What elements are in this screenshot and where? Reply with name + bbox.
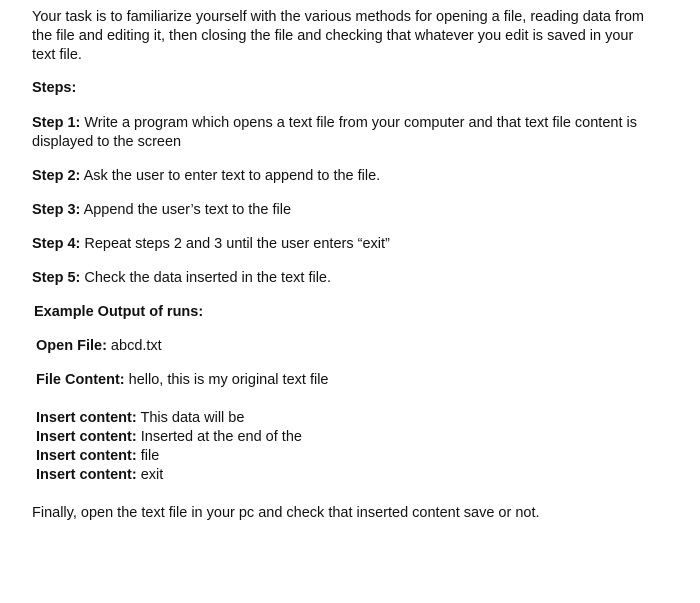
open-file-label: Open File: xyxy=(36,338,107,354)
step-text: Check the data inserted in the text file. xyxy=(80,270,332,286)
insert-value: exit xyxy=(136,467,164,483)
step-label: Step 1: xyxy=(32,115,81,131)
step-text: Write a program which opens a text file from your computer and that text file content is displayed to the screen xyxy=(32,115,637,150)
insert-line xyxy=(36,466,652,485)
insert-line xyxy=(36,409,652,428)
insert-label: Insert content: xyxy=(36,448,137,464)
insert-value: Inserted at the end of the xyxy=(136,429,302,445)
step-5 xyxy=(32,269,652,288)
step-label: Step 2: xyxy=(32,168,81,184)
step-label: Step 5: xyxy=(32,270,81,286)
step-text: Repeat steps 2 and 3 until the user enters “exit” xyxy=(80,236,390,252)
insert-value: file xyxy=(136,448,160,464)
open-file-line xyxy=(32,337,652,356)
insert-value: This data will be xyxy=(136,410,245,426)
step-label: Step 4: xyxy=(32,236,81,252)
insert-line xyxy=(36,428,652,447)
step-1 xyxy=(32,114,652,152)
step-2 xyxy=(32,167,652,186)
step-label: Step 3: xyxy=(32,202,81,218)
file-content-line xyxy=(32,371,652,390)
open-file-value: abcd.txt xyxy=(106,338,162,354)
file-content-value: hello, this is my original text file xyxy=(124,372,329,388)
step-text: Append the user’s text to the file xyxy=(80,202,292,218)
steps-heading: Steps: xyxy=(32,80,77,96)
insert-label: Insert content: xyxy=(36,467,137,483)
file-content-label: File Content: xyxy=(36,372,125,388)
closing-paragraph: Finally, open the text file in your pc and check that inserted content save or not. xyxy=(32,505,540,521)
step-4 xyxy=(32,235,652,254)
step-3 xyxy=(32,201,652,220)
insert-line xyxy=(36,447,652,466)
intro-paragraph: Your task is to familiarize yourself with the various methods for opening a file, reading data from the file and editing it, then closing the file and checking that whatever you edit is saved in your text file. xyxy=(32,9,644,63)
step-text: Ask the user to enter text to append to the file. xyxy=(80,168,381,184)
assignment-document xyxy=(32,8,652,523)
insert-label: Insert content: xyxy=(36,410,137,426)
insert-content-block xyxy=(32,409,652,485)
insert-label: Insert content: xyxy=(36,429,137,445)
example-heading: Example Output of runs: xyxy=(34,304,204,320)
